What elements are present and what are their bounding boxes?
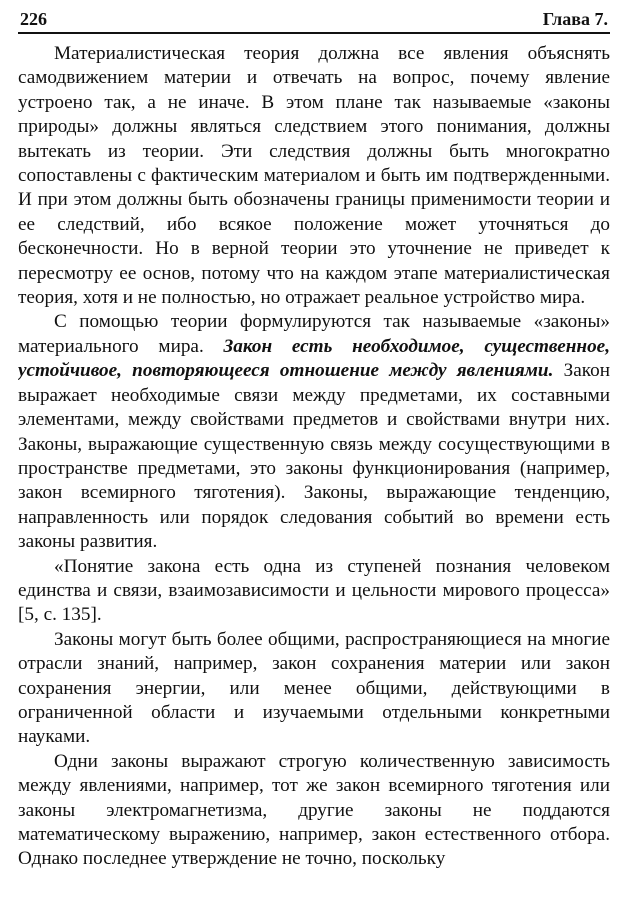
paragraph-intro-text: С помощью теории формулируются так называемые «законы» материального мира. bbox=[18, 311, 610, 357]
paragraph-quantitative-laws: Одни законы выражают строгую количественную зависимость между явлениями, например, тот же закон всемирного тяготения или законы электромагнетизма, другие законы не поддаются математическому выражению, например, закон естественного отбора. Однако последнее утверждение не точно, поскольку bbox=[18, 750, 610, 870]
chapter-title: Глава 7. bbox=[542, 9, 608, 29]
paragraph-quotation: «Понятие закона есть одна из ступеней познания человеком единства и связи, взаимозависимости и цельности мирового процесса» [5, с. 135]. bbox=[18, 555, 610, 626]
paragraph-materialist-theory: Материалистическая теория должна все явления объяснять самодвижением материи и отвечать на вопрос, почему явление устроено так, а не иначе. В этом плане так называемые «законы природы» должны являться следствием этого понимания, должны вытекать из теории. Эти следствия должны быть многократно сопоставлены с фактическим материалом и быть им подтвержденными. И при этом должны быть обозначены границы применимости теории и ее следствий, ибо всякое положение может уточняться до бесконечности. Но в верной теории это уточнение не приведет к пересмотру ее основ, потому что на каждом этапе материалистическая теория, хотя и не полностью, но отражает реальное устройство мира. bbox=[18, 43, 610, 309]
header-rule bbox=[18, 32, 610, 34]
body-text bbox=[18, 42, 610, 872]
running-header bbox=[18, 8, 610, 32]
book-page bbox=[18, 8, 610, 892]
paragraph-law-definition bbox=[18, 310, 610, 554]
paragraph-continuation-text: Закон выражает необходимые связи между предметами, их составными элементами, между свойствами предметов и свойствами внутри них. Законы, выражающие существенную связь между сосуществующими в пространстве предметами, это законы функционирования (например, закон всемирного тяготения). Законы, выражающие тенденцию, направленность или порядок следования событий во времени есть законы развития. bbox=[18, 360, 610, 553]
law-definition-emphasis: Закон есть необходимое, существенное, устойчивое, повторяющееся отношение между явлениями. bbox=[18, 335, 610, 382]
paragraph-general-laws: Законы могут быть более общими, распространяющиеся на многие отрасли знаний, например, закон сохранения материи или закон сохранения энергии, или менее общими, действующими в ограниченной области и изучаемыми отдельными конкретными науками. bbox=[18, 628, 610, 748]
page-number: 226 bbox=[20, 9, 47, 29]
